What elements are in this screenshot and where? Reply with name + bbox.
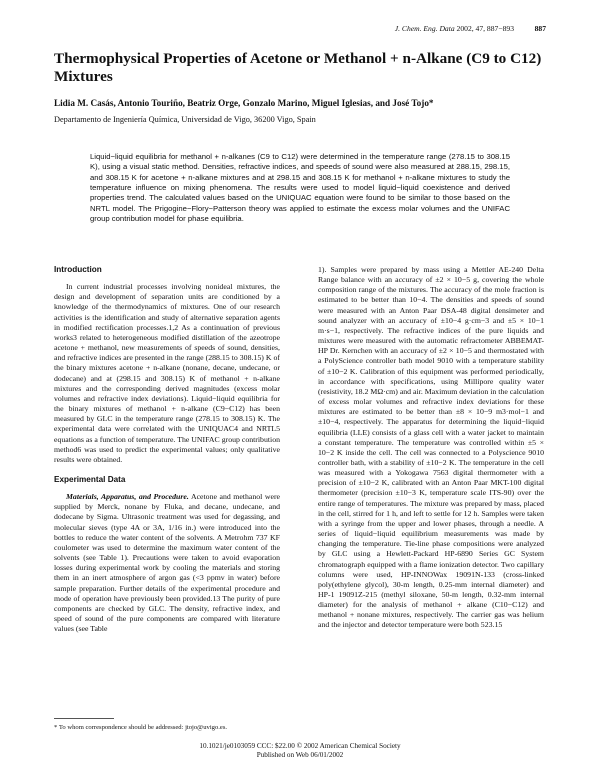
journal-citation [395, 24, 514, 33]
page-footer [54, 742, 546, 760]
experimental-heading: Experimental Data [54, 474, 126, 484]
journal-name: J. Chem. Eng. Data [394, 24, 455, 33]
volume-pages: 2002, 47, 887−893 [456, 24, 514, 33]
introduction-heading: Introduction [54, 265, 102, 274]
left-column [54, 265, 280, 634]
page-number: 887 [534, 24, 546, 33]
footnote-rule [54, 718, 114, 719]
published-line: Published on Web 06/01/2002 [256, 751, 344, 759]
running-header [54, 24, 546, 38]
experimental-text: Acetone and methanol were supplied by Merck, nonane by Fluka, and decane, undecane, and dodecane by Sigma. Ultrasonic treatment was used for degassing, and molecular sieves (type 4A or 3A, 1/16 in.) were introduced into the bottles to reduce the water content of the solvents. A Metrohm 737 KF coulometer was used to determine the maximum water content of the solvents (see Table 1). Precautions were taken to avoid evaporation losses during experimental work by cooling the materials and storing them in an inert atmosphere of argon gas (<3 ppmv in water) before sample preparation. Further details of the experimental procedure and mode of operation have previously been provided.13 The purity of pure components are checked by GLC. The density, refractive index, and speed of sound of the pure components are compared with literature values (see Table [54, 492, 281, 634]
doi-line: 10.1021/je0103059 CCC: $22.00 © 2002 American Chemical Society [199, 742, 401, 750]
author-list: Lidia M. Casás, Antonio Touriño, Beatriz Orge, Gonzalo Marino, Miguel Iglesias, and José Tojo* [54, 98, 434, 108]
introduction-paragraph: In current industrial processes involving nonideal mixtures, the design and development of separation units are conditioned by a knowledge of the thermodynamics of mixtures. One of our research activities is the identification and study of alternative separation agents in modified rectification processes.1,2 As a continuation of previous works3 related to heterogeneous modified distillation of the azeotrope acetone + methanol, new measurements of speeds of sound, densities, and refractive indices are presented in the range (288.15 to 308.15) K of the binary mixtures acetone + n-alkane (nonane, decane, undecane, or dodecane) and at (298.15 and 308.15) K of methanol + n-alkane mixtures and the corresponding derived magnitudes (excess molar volumes and refractive index deviations). Liquid−liquid equilibria for the binary mixtures of methanol + n-alkane (C9−C12) has been measured by GLC in the temperature range (278.15 to 308.15) K. The experimental data were correlated with the UNIQUAC4 and NRTL5 equations as a function of temperature. The UNIFAC group contribution method6 was used to predict the experimental values; only qualitative results were obtained. [54, 282, 280, 464]
right-column [318, 265, 544, 631]
abstract: Liquid−liquid equilibria for methanol + n-alkanes (C9 to C12) were determined in the temperature range (278.15 to 308.15 K), using a visual static method. Densities, refractive indices, and speeds of sound were also measured at 288.15, 298.15, and 308.15 K for acetone + n-alkane mixtures and at 298.15 and 308.15 K for methanol + n-alkane mixtures to study the temperature influence on mixing phenomena. The results were used to model liquid−liquid coexistence and derived properties trend. The calculated values based on the UNIQUAC equation were found to be similar to those based on the NRTL model. The Prigogine−Flory−Patterson theory was applied to estimate the excess molar volumes and the UNIFAC group contribution model for phase equilibria. [90, 152, 510, 224]
affiliation: Departamento de Ingeniería Química, Universidad de Vigo, 36200 Vigo, Spain [54, 115, 316, 124]
footnote: * To whom correspondence should be addressed: jtojo@uvigo.es. [54, 724, 228, 731]
runin-heading: Materials, Apparatus, and Procedure. [66, 492, 189, 502]
experimental-paragraph [54, 492, 280, 634]
article-title: Thermophysical Properties of Acetone or Methanol + n-Alkane (C9 to C12) Mixtures [54, 50, 542, 85]
experimental-continuation: 1). Samples were prepared by mass using a Mettler AE-240 Delta Range balance with an accuracy of ±2 × 10−5 g, covering the whole composition range of the mixtures. The accuracy of the mole fraction is estimated to be better than 10−4. The densities and speeds of sound were measured with an Anton Paar DSA-48 digital densimeter and sound analyzer with an accuracy of ±10−4 g·cm−3 and ±5 × 10−1 m·s−1, respectively. The refractive indices of the pure liquids and mixtures were measured with the automatic refractometer ABBEMAT-HP Dr. Kernchen with an accuracy of ±2 × 10−5 and thermostated with a PolyScience controller bath model 9010 with a temperature stability of ±10−2 K. Calibration of this equipment was performed periodically, in accordance with specifications, using Millipore quality water (resistivity, 18.2 MΩ·cm) and air. Maximum deviation in the calculation of excess molar volumes and refractive index deviations for these mixtures are estimated to be better than ±8 × 10−9 m3·mol−1 and ±10−4, respectively. The apparatus for determining the liquid−liquid equilibria (LLE) consists of a glass cell with a water jacket to maintain a constant temperature. The temperature was controlled within ±5 × 10−2 K inside the cell. The cell was connected to a Polyscience 9010 controller bath, with a stability of ±10−2 K. The temperature in the cell was measured with a Yokogawa 7563 digital thermometer with a precision of ±10−2 K, calibrated with an Anton Paar MKT-100 digital thermometer (precision ±10−3 K, temperature scale ITS-90) over the entire range of temperatures. The mixture was prepared by mass, placed in the cell, stirred for 1 h, and left to settle for 12 h. Samples were taken with a syringe from the upper and lower phases, through a needle. A series of liquid−liquid equilibrium measurements was made by changing the temperature. Tie-line phase compositions were analyzed by GLC using a Hewlett-Packard HP-6890 Series GC System chromatograph equipped with a flame ionization detector. Two capillary columns were used, HP-INNOWax 19091N-133 (cross-linked poly(ethylene glycol), 30-m length, 0.25-mm internal diameter) and HP-1 19091Z-215 (methyl siloxane, 50-m length, 0.32-mm internal diameter) for the analysis of methanol + alkane (C10−C12) and methanol + nonane mixtures, respectively. The carrier gas was helium and the injector and detector temperature were both 523.15 [318, 265, 544, 630]
